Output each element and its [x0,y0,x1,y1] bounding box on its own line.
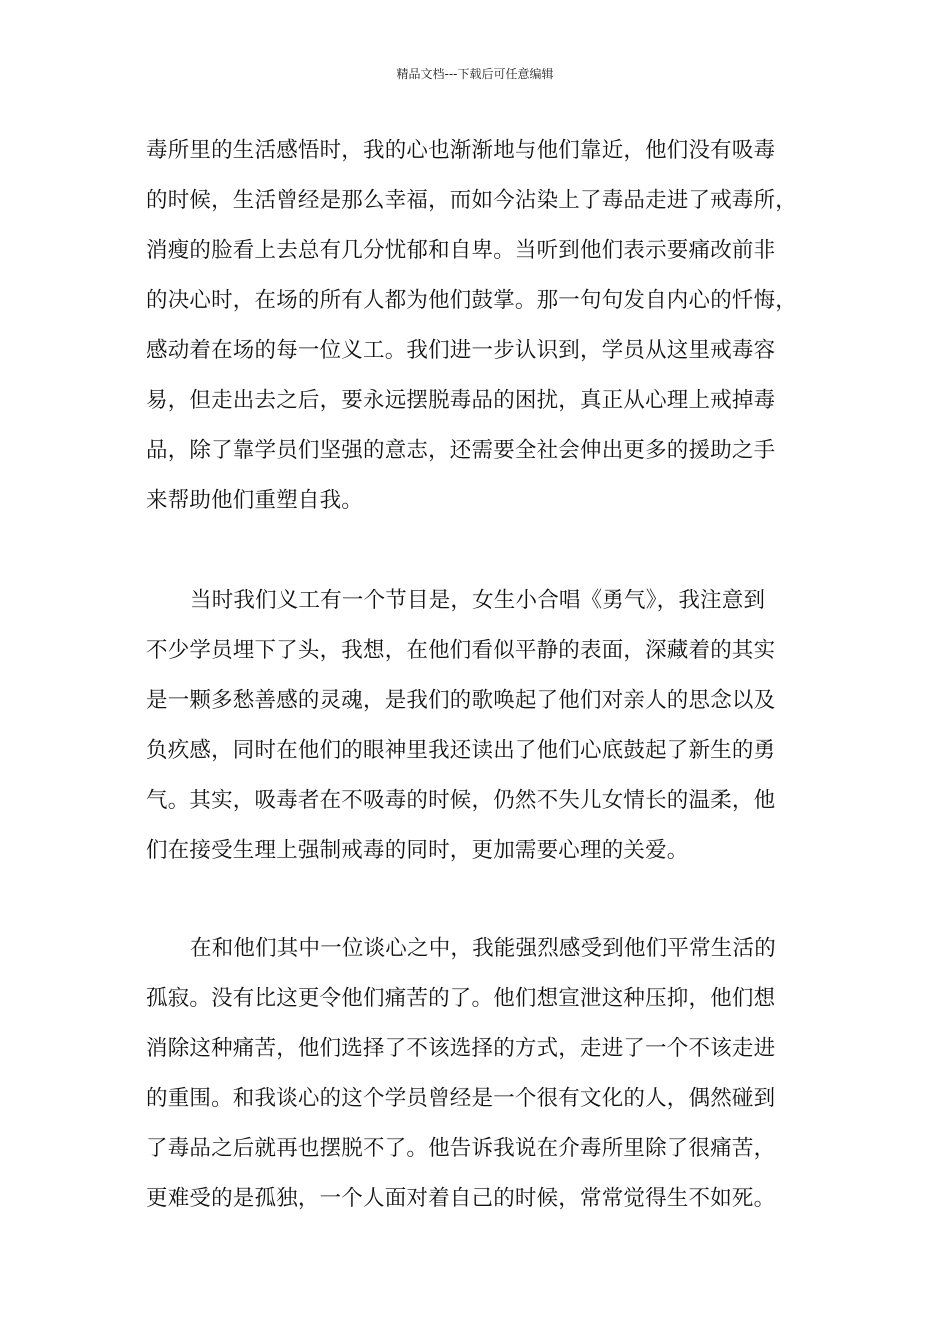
text-line: 的重围。和我谈心的这个学员曾经是一个很有文化的人，偶然碰到 [146,1086,776,1111]
text-line: 们在接受生理上强制戒毒的同时，更加需要心理的关爱。 [146,838,689,863]
text-line: 感动着在场的每一位义工。我们进一步认识到，学员从这里戒毒容 [146,338,776,363]
paragraph-3 [146,924,826,1224]
paragraph-1 [146,126,826,526]
text-line: 是一颗多愁善感的灵魂，是我们的歌唤起了他们对亲人的思念以及 [146,688,776,713]
text-line: 孤寂。没有比这更令他们痛苦的了。他们想宣泄这种压抑，他们想 [146,986,776,1011]
page-header: 精品文档---下载后可任意编辑 [396,67,554,81]
text-line: 品，除了靠学员们坚强的意志，还需要全社会伸出更多的援助之手 [146,438,776,463]
text-line: 不少学员埋下了头，我想，在他们看似平静的表面，深藏着的其实 [146,638,776,663]
text-line: 易，但走出去之后，要永远摆脱毒品的困扰，真正从心理上戒掉毒 [146,388,776,413]
paragraph-2 [146,576,826,876]
text-line: 气。其实，吸毒者在不吸毒的时候，仍然不失儿女情长的温柔，他 [146,788,776,813]
text-line: 负疚感，同时在他们的眼神里我还读出了他们心底鼓起了新生的勇 [146,738,776,763]
text-line: 来帮助他们重塑自我。 [146,488,364,513]
text-line: 在和他们其中一位谈心之中，我能强烈感受到他们平常生活的 [190,936,776,961]
text-line: 的决心时，在场的所有人都为他们鼓掌。那一句句发自内心的忏悔， [146,288,798,313]
text-line: 了毒品之后就再也摆脱不了。他告诉我说在介毒所里除了很痛苦， [146,1136,776,1161]
text-line: 当时我们义工有一个节目是，女生小合唱《勇气》，我注意到 [190,588,766,613]
text-line: 毒所里的生活感悟时，我的心也渐渐地与他们靠近，他们没有吸毒 [146,138,776,163]
text-line: 消除这种痛苦，他们选择了不该选择的方式，走进了一个不该走进 [146,1036,776,1061]
text-line: 消瘦的脸看上去总有几分忧郁和自卑。当听到他们表示要痛改前非 [146,238,776,263]
text-line: 的时候，生活曾经是那么幸福，而如今沾染上了毒品走进了戒毒所， [146,188,798,213]
text-line: 更难受的是孤独，一个人面对着自己的时候，常常觉得生不如死。 [146,1186,776,1211]
